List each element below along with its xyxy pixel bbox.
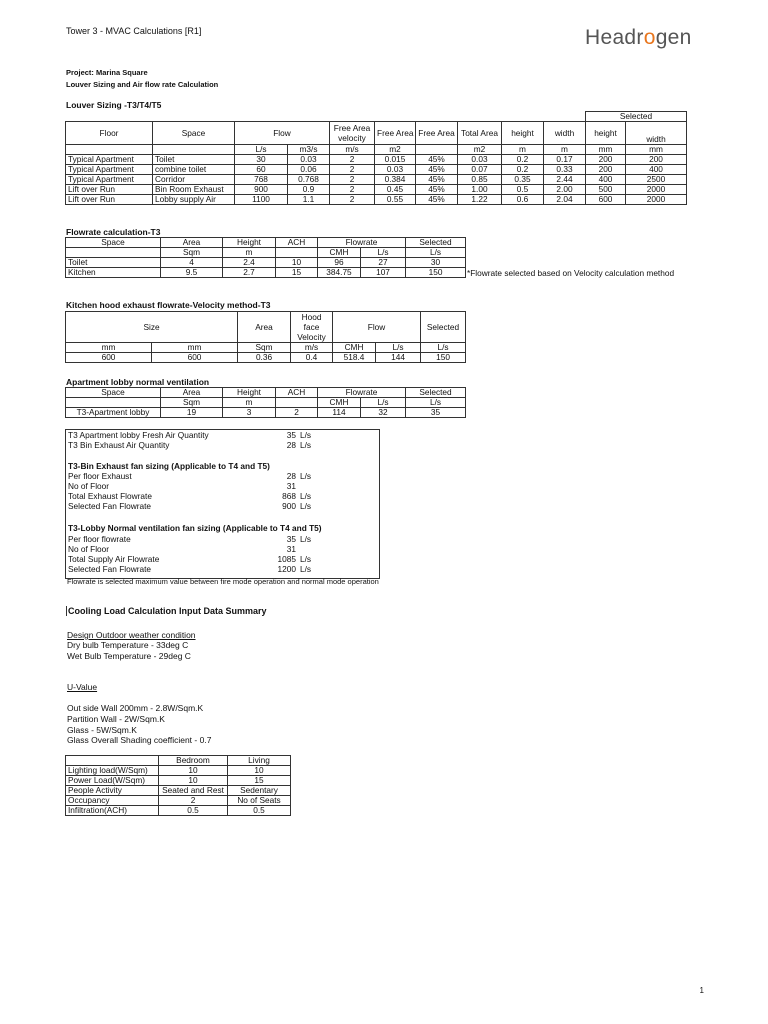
wet-bulb-text: Wet Bulb Temperature - 29deg C — [67, 651, 191, 661]
cooling-section-title: Cooling Load Calculation Input Data Summary — [68, 606, 267, 616]
cooling-header: Bedroom — [159, 756, 228, 766]
document-title: Tower 3 - MVAC Calculations [R1] — [66, 26, 202, 36]
uvalue-item: Glass - 5W/Sqm.K — [67, 725, 137, 735]
table-row: T3-Apartment lobby 19 3 2 114 32 35 — [66, 408, 466, 418]
flowrate-header: ACH — [276, 238, 318, 248]
table-row: Typical Apartment Toilet 30 0.03 2 0.015 45% 0.03 0.2 0.17 200 200 — [66, 155, 687, 165]
louver-header: height — [502, 122, 544, 145]
louver-header: width — [626, 122, 687, 145]
lobby-header: Selected — [406, 388, 466, 398]
lobby-header: Area — [161, 388, 223, 398]
table-row: Lift over Run Lobby supply Air 1100 1.1 2 0.55 45% 1.22 0.6 2.04 600 2000 — [66, 195, 687, 205]
louver-selected-header: Selected — [586, 112, 687, 122]
louver-header: Free Area — [375, 122, 416, 145]
table-row: Kitchen 9.5 2.7 15 384.75 107 150 — [66, 268, 466, 278]
lobby-header: Height — [223, 388, 276, 398]
louver-header: height — [586, 122, 626, 145]
page-number: 1 — [699, 986, 704, 995]
project-name: Project: Marina Square — [66, 68, 148, 77]
fan-sizing-summary-box — [65, 429, 380, 579]
table-row: Typical Apartment combine toilet 60 0.06 2 0.03 45% 0.07 0.2 0.33 200 400 — [66, 165, 687, 175]
summary-row: Total Exhaust Flowrate 868 L/s — [68, 491, 312, 501]
weather-title: Design Outdoor weather condition — [67, 630, 196, 640]
louver-table — [65, 111, 687, 205]
flowrate-table — [65, 237, 466, 278]
cooling-header — [66, 756, 159, 766]
summary-row-bin-exhaust: T3 Bin Exhaust Air Quantity 28 L/s — [68, 440, 312, 450]
louver-header: Free Area velocity — [330, 122, 375, 145]
document-subtitle: Louver Sizing and Air flow rate Calculation — [66, 80, 219, 89]
louver-section-title: Louver Sizing -T3/T4/T5 — [66, 100, 162, 110]
cooling-header: Living — [228, 756, 291, 766]
summary-row: Selected Fan Flowrate 900 L/s — [68, 501, 312, 511]
lobby-section-title: Apartment lobby normal ventilation — [66, 377, 210, 387]
uvalue-item: Glass Overall Shading coefficient - 0.7 — [67, 735, 212, 745]
table-row: Toilet 4 2.4 10 96 27 30 — [66, 258, 466, 268]
uvalue-item: Out side Wall 200mm - 2.8W/Sqm.K — [67, 703, 204, 713]
hood-section-title: Kitchen hood exhaust flowrate-Velocity method-T3 — [66, 300, 271, 310]
summary-row: Per floor Exhaust 28 L/s — [68, 471, 312, 481]
table-row: 600 600 0.36 0.4 518.4 144 150 — [66, 353, 466, 363]
table-row: Power Load(W/Sqm) 10 15 — [66, 776, 291, 786]
uvalue-item: Partition Wall - 2W/Sqm.K — [67, 714, 165, 724]
flowrate-units-row: Sqm m CMH L/s L/s — [66, 248, 466, 258]
lobby-fan-sizing-title: T3-Lobby Normal ventilation fan sizing (Applicable to T4 and T5) — [68, 523, 322, 533]
lobby-units-row: Sqm m CMH L/s L/s — [66, 398, 466, 408]
louver-header: Total Area — [458, 122, 502, 145]
table-row: Typical Apartment Corridor 768 0.768 2 0.384 45% 0.85 0.35 2.44 400 2500 — [66, 175, 687, 185]
summary-row-fresh-air: T3 Apartment lobby Fresh Air Quantity 35 L/s — [68, 430, 312, 440]
table-row: Infiltration(ACH) 0.5 0.5 — [66, 806, 291, 816]
summary-row: Total Supply Air Flowrate 1085 L/s — [68, 554, 312, 564]
lobby-header: Space — [66, 388, 161, 398]
hood-header: Selected — [421, 312, 466, 343]
hood-header: Size — [66, 312, 238, 343]
louver-header: Space — [153, 122, 235, 145]
louver-header: Floor — [66, 122, 153, 145]
flowrate-header: Selected — [406, 238, 466, 248]
hood-units-row: mm mm Sqm m/s CMH L/s L/s — [66, 343, 466, 353]
louver-units-row: L/s m3/s m/s m2 m2 m m mm mm — [66, 145, 687, 155]
uvalue-title: U-Value — [67, 682, 98, 692]
dry-bulb-text: Dry bulb Temperature - 33deg C — [67, 640, 189, 650]
lobby-table — [65, 387, 466, 418]
summary-row: No of Floor 31 — [68, 544, 296, 554]
table-row: Lift over Run Bin Room Exhaust 900 0.9 2 0.45 45% 1.00 0.5 2.00 500 2000 — [66, 185, 687, 195]
cooling-input-table — [65, 755, 291, 816]
table-row: Occupancy 2 No of Seats — [66, 796, 291, 806]
company-logo: Headrogen — [585, 26, 692, 49]
flowrate-note: *Flowrate selected based on Velocity calculation method — [467, 268, 675, 278]
lobby-header: ACH — [276, 388, 318, 398]
summary-row: No of Floor 31 — [68, 481, 296, 491]
table-row: Lighting load(W/Sqm) 10 10 — [66, 766, 291, 776]
lobby-header: Flowrate — [318, 388, 406, 398]
flowrate-section-title: Flowrate calculation-T3 — [66, 227, 161, 237]
hood-header: Area — [238, 312, 291, 343]
flowrate-header: Space — [66, 238, 161, 248]
louver-header: Flow — [235, 122, 330, 145]
louver-header: width — [544, 122, 586, 145]
bin-fan-sizing-title: T3-Bin Exhaust fan sizing (Applicable to T4 and T5) — [68, 461, 270, 471]
hood-table — [65, 311, 466, 363]
table-row: People Activity Seated and Rest Sedentary — [66, 786, 291, 796]
summary-row: Selected Fan Flowrate 1200 L/s — [68, 564, 312, 574]
flowrate-header: Height — [223, 238, 276, 248]
flowrate-header: Flowrate — [318, 238, 406, 248]
louver-header: Free Area — [416, 122, 458, 145]
flowrate-footnote: Flowrate is selected maximum value between fire mode operation and normal mode operation — [67, 577, 379, 586]
hood-header: Hood face Velocity — [291, 312, 333, 343]
summary-row: Per floor flowrate 35 L/s — [68, 534, 312, 544]
flowrate-header: Area — [161, 238, 223, 248]
hood-header: Flow — [333, 312, 421, 343]
